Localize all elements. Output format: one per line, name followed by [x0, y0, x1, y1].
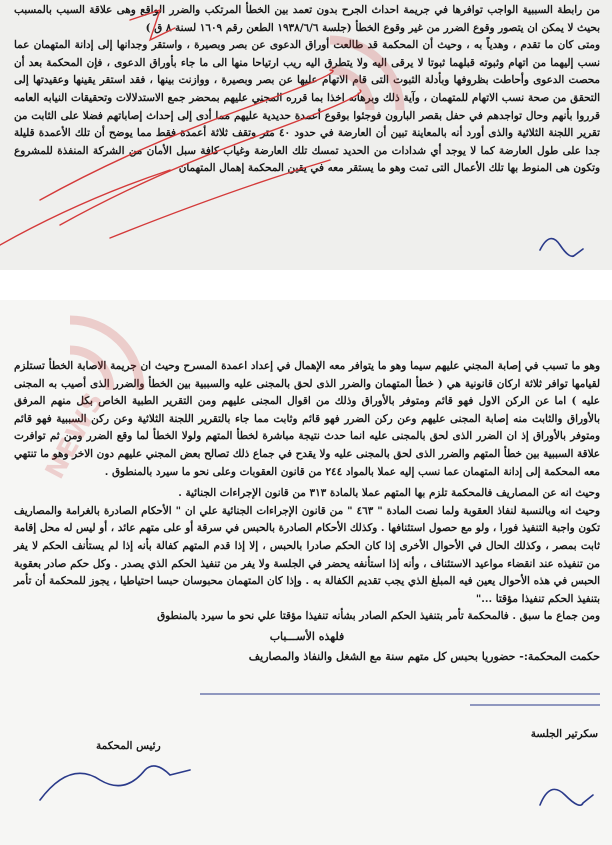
document-page-top	[0, 0, 612, 270]
president-label: رئيس المحكمة	[96, 740, 161, 752]
secretary-label: سكرتير الجلسة	[530, 728, 598, 740]
bottom-paragraph-3: وحيث انه وبالنسبة لنفاذ العقوبة ولما نصت المادة " ٤٦٣ " من قانون الإجراءات الجنائية علي ان " الأحكام الصادرة بالغرامة والمصاريف تكون واجبة التنفيذ فورا ، ولو مع حصول استئنافها . وكذلك الأحكام الصادرة بالحبس في سرقة أو على متهم عائد ، أو ليس له محل إقامة ثابت بمصر ، وكذلك الحال في الأحوال الأخرى إذا كان الحكم صادرا بالحبس ، إلا إذا قدم المتهم كفالة بأنه إذا لم يستأنف الحكم لا يفر من تنفيذه عند انقضاء مواعيد الاستئناف ، وأنه إذا استأنفه يحضر في الجلسة ولا يفر من تنفيذ الحكم الذي يصدر . وكل حكم صادر بعقوبة الحبس في هذه الأحوال يعين فيه المبلغ الذي يجب تقديم الكفالة به . وإذا كان المتهمان محبوسان حبسا احتياطيا ، يجوز للمحكمة أن تأمر بتنفيذ الحكم تنفيذا مؤقتا ..."	[14, 504, 600, 605]
page-top-text	[14, 2, 600, 178]
verdict-text: حكمت المحكمة:- حضوريا بحبس كل متهم سنة مع الشغل والنفاذ والمصاريف	[248, 649, 600, 663]
bottom-paragraph-2: وحيث انه عن المصاريف فالمحكمة تلزم بها المتهم عملا بالمادة ٣١٣ من قانون الإجراءات الجنائية .	[178, 487, 600, 500]
bottom-paragraph-4: ومن جماع ما سبق . فالمحكمة تأمر بتنفيذ الحكم الصادر بشأنه تنفيذا مؤقتا علي نحو ما سيرد بالمنطوق	[157, 610, 600, 623]
reasons-heading: فلهذه الأســـباب	[269, 629, 345, 643]
page-bottom-text	[14, 358, 600, 665]
top-paragraph-2: ومتى كان ما تقدم ، وهدياً به ، وحيث أن المحكمة قد طالعت أوراق الدعوى عن بصر وبصيرة ، واستقر وجدانها إلى إدانة المتهمان عما نسب إليهما من اتهام وثبوته قبلهما ثبوتا لا يرقى اليه ولا يتطرق اليه ريب ارتياحا منها الى ما جاء بأوراق الدعوى ، فإن المحكمة بعد أن محصت الدعوى وأحاطت بظروفها وبأدلة الثبوت التى قام الاتهام عليها عن بصر وبصيرة ، ووازنت بينها ، فقد استقر يقينها وعقيدتها إلى التحقق من صحة نسب الاتهام للمتهمان ، وآية ذلك وبرهانه اخذا بما قرره المجني عليهم بمحضر جمع الاستدلالات وتحقيقات النيابه العامه قرروا بأنهم وحال تواجدهم في حفل بقصر البارون فوجئوا بوقوع أعمدة حديدية عليهم مما أدى إلى إحداث إصاباتهم فضلا على الثابت من تقرير اللجنة الثلاثية والذى أورد أنه بالمعاينة تبين أن العارضة في حدود ٤٠ متر وتقف ثلاثة أعمدة فقط مما يوضح أن تلك الأعمدة قليلة جدا على طول العارضة كما لا يوجد أي شدادات من الحديد تمسك تلك العارضة وغياب كافة سبل الأمان من الشركة المنفذة للمشروع وتكون هى المنوط بها تلك الأعمال التى تمت وهو ما يستقر معه في يقين المحكمة إهمال المتهمان	[14, 39, 600, 175]
top-paragraph-1: من رابطة السببية الواجب توافرها في جريمة احداث الجرح بدون تعمد بين الخطأ المرتكب والضرر الواقع وهى علاقة السبب بالمسبب بحيث لا يمكن ان يتصور وقوع الضرر من غير وقوع الخطأ (جلسة ١٩٣٨/٦/٦ الطعن رقم ١٦٠٩ لسنة ٨ ق )	[14, 4, 600, 34]
bottom-paragraph-1: وهو ما تسبب في إصابة المجني عليهم سيما وهو ما يتوافر معه الإهمال في إعداد اعمدة المسرح وحيث ان جريمة الاصابة الخطأ تستلزم لقيامها توافر ثلاثة اركان قانونية هي ( خطأ المتهمان والضرر الذى لحق بالمجنى عليه والسببية بين الخطأ والضرر الذى أصيب به المجنى عليه ) اما عن الركن الاول فهو قائم ومتوفر بالأوراق وذلك من اقوال المجنى عليهم ومن التقرير الطبية الخاص بكل منهم المرفق بالأوراق والثابت منه إصابة المجنى عليهم وعن ركن الضرر فهو قائم وثابت مما جاء بالتقرير اللجنة الثلاثية وعن ركن السببية فهو قائم ومتوفر بالأوراق إذ ان الضرر الذى لحق بالمجنى عليه انما حدث نتيجة مباشرة لخطأ المتهم ولولا الخطأ لما وقع الضرر ومن ثم توافرت علاقة السببية بين خطأ المتهم والضرر الذى لحق بالمجنى عليه ولا يقدح في جماع ذلك تصالح بعض المجني عليهم دون الاخر وهو ما تنتهي معه المحكمة إلى إدانة المتهمان عما نسب إليه عملا بالمواد ٢٤٤ من قانون العقوبات وعلى نحو ما سيرد بالمنطوق .	[14, 360, 600, 478]
document-page-bottom	[0, 300, 612, 845]
watermark-text: NEWS	[40, 386, 112, 485]
